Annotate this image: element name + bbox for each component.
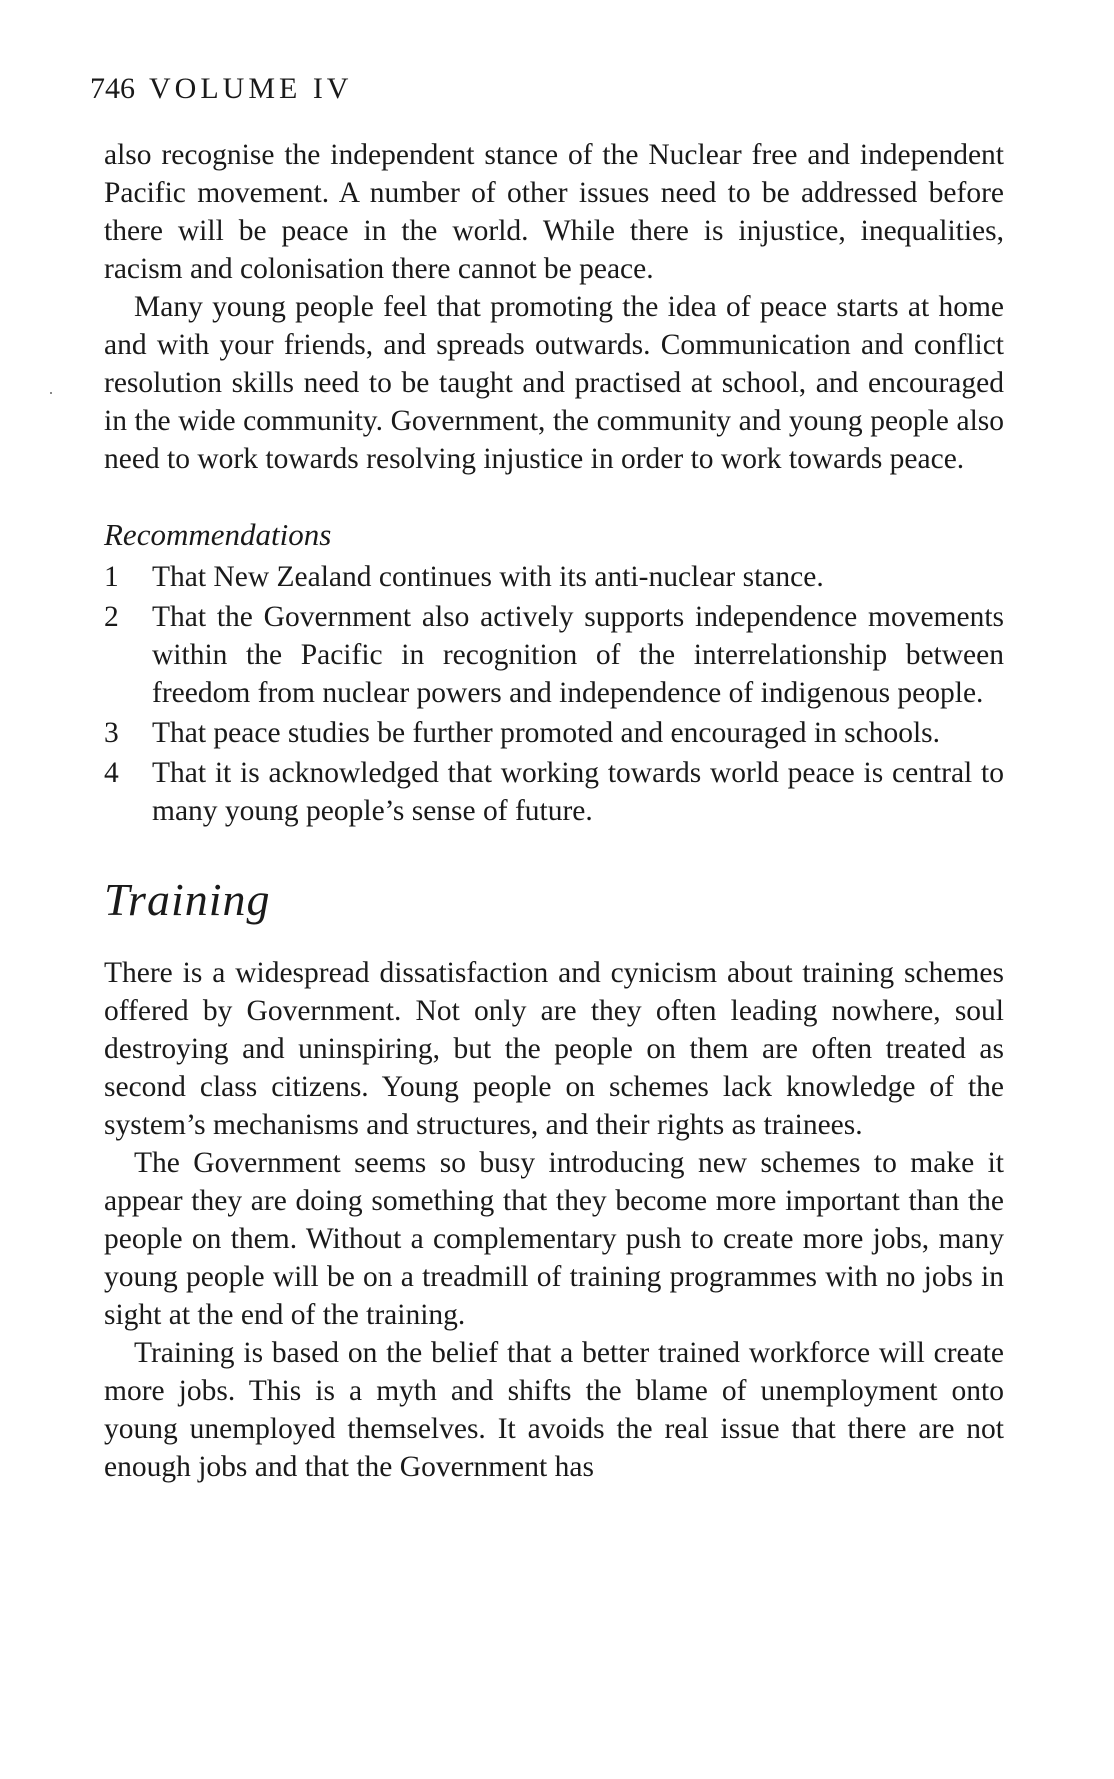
training-paragraph: The Government seems so busy introducing new schemes to make it appear they are doing something that they become more important than the people on them. Without a complementary push to create more jobs, many young people will be on a treadmill of training programmes with no jobs in sight at the end of the training. [104, 1147, 1004, 1331]
section-title-training: Training [104, 874, 271, 925]
paragraph-peace-home: Many young people feel that promoting the idea of peace starts at home and with your friends, and spreads outwards. Communication and conflict resolution skills need to be taught and practised at school, and encouraged in the wide community. Government, the community and young people also need to work towards resolving injustice in order to work towards peace. [104, 291, 1004, 475]
recommendation-item [104, 754, 1004, 830]
recommendation-text: That the Government also actively supports independence movements within the Pacific in recognition of the interrelationship between freedom from nuclear powers and independence of indigenous people. [152, 601, 1004, 709]
recommendation-number: 3 [104, 717, 119, 749]
volume-label: VOLUME IV [149, 72, 353, 105]
recommendation-number: 1 [104, 561, 119, 593]
recommendation-text: That peace studies be further promoted and encouraged in schools. [152, 717, 941, 749]
recommendation-text: That it is acknowledged that working towards world peace is central to many young people’s sense of future. [152, 757, 1004, 827]
recommendation-item [104, 558, 1004, 596]
recommendation-number: 2 [104, 601, 119, 633]
recommendation-item [104, 714, 1004, 752]
text-column [104, 136, 1004, 1486]
page-number: 746 [90, 72, 135, 105]
running-head [90, 72, 352, 106]
recommendations-heading: Recommendations [104, 517, 332, 552]
scan-speck [50, 392, 52, 394]
recommendation-text: That New Zealand continues with its anti-nuclear stance. [152, 561, 824, 593]
recommendations-list [104, 558, 1004, 830]
recommendation-number: 4 [104, 757, 119, 789]
recommendation-item [104, 598, 1004, 712]
paragraph-continued: also recognise the independent stance of the Nuclear free and independent Pacific movement. A number of other issues need to be addressed before there will be peace in the world. While there is injustice, inequalities, racism and colonisation there cannot be peace. [104, 139, 1004, 285]
training-paragraph: There is a widespread dissatisfaction and cynicism about training schemes offered by Government. Not only are they often leading nowhere, soul destroying and uninspiring, but the people on them are often treated as second class citizens. Young people on schemes lack knowledge of the system’s mechanisms and structures, and their rights as trainees. [104, 957, 1004, 1141]
training-paragraph: Training is based on the belief that a better trained workforce will create more jobs. This is a myth and shifts the blame of unemployment onto young unemployed themselves. It avoids the real issue that there are not enough jobs and that the Government has [104, 1337, 1004, 1483]
